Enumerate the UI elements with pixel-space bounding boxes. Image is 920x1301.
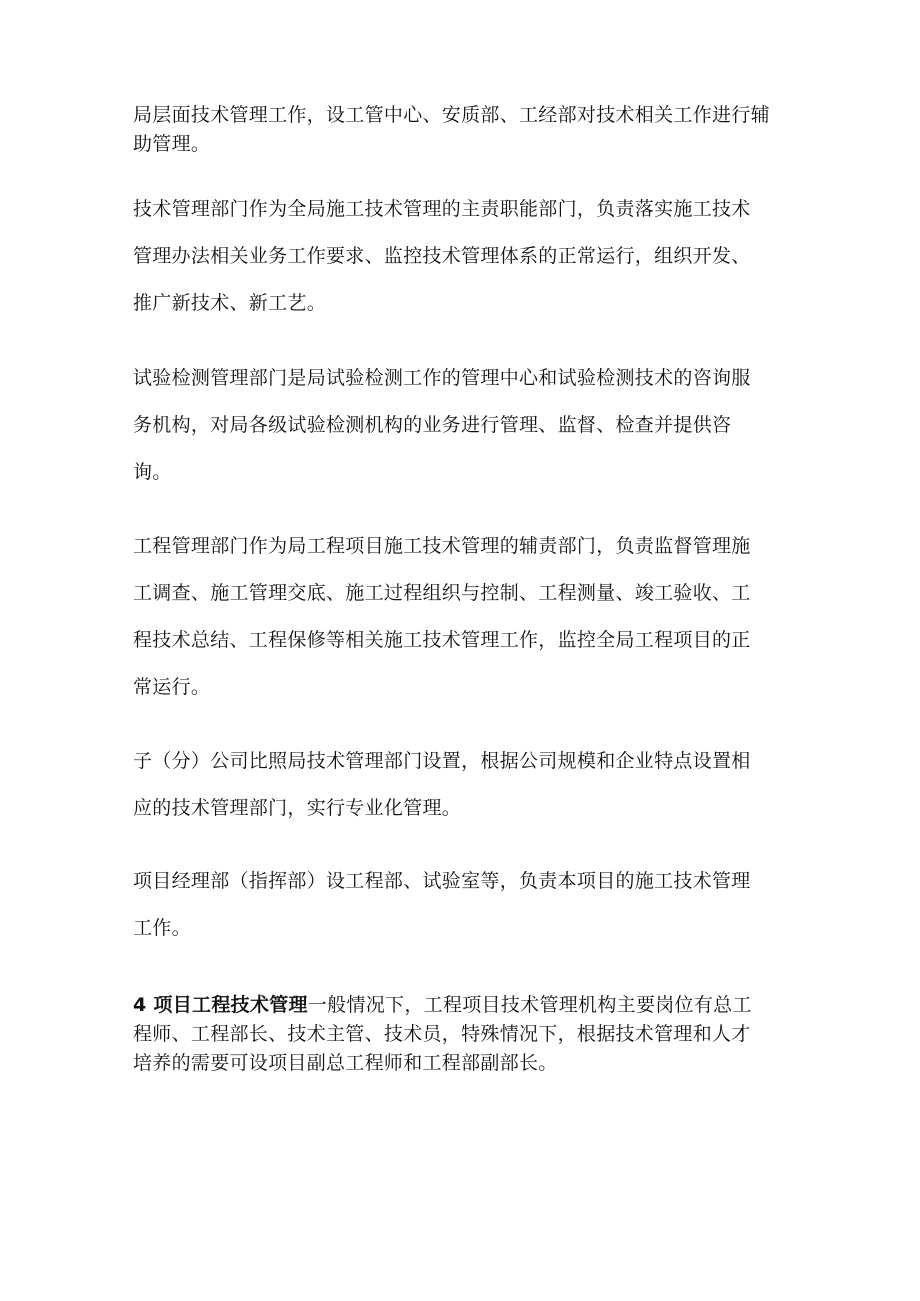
- paragraph-4-line-4: 常运行。: [133, 676, 211, 698]
- paragraph-1-line-1: 局层面技术管理工作，设工管中心、安质部、工经部对技术相关工作进行辅: [133, 104, 770, 126]
- paragraph-5-line-1: 子（分）公司比照局技术管理部门设置，根据公司规模和企业特点设置相: [133, 750, 751, 772]
- paragraph-6-line-1: 项目经理部（指挥部）设工程部、试验室等，负责本项目的施工技术管理: [133, 870, 751, 892]
- paragraph-4-line-2: 工调查、施工管理交底、施工过程组织与控制、工程测量、竣工验收、工: [133, 582, 751, 604]
- paragraph-7-line-3: 培养的需要可设项目副总工程师和工程部副部长。: [133, 1052, 558, 1074]
- paragraph-1-line-2: 助管理。: [133, 133, 211, 155]
- paragraph-2-line-2: 管理办法相关业务工作要求、监控技术管理体系的正常运行，组织开发、: [133, 245, 751, 267]
- paragraph-2-line-3: 推广新技术、新工艺。: [133, 292, 327, 314]
- paragraph-4-line-1: 工程管理部门作为局工程项目施工技术管理的辅责部门，负责监督管理施: [133, 535, 751, 557]
- paragraph-7-line-1-text: 一般情况下，工程项目技术管理机构主要岗位有总工: [307, 994, 752, 1016]
- paragraph-2-line-1: 技术管理部门作为全局施工技术管理的主责职能部门，负责落实施工技术: [133, 198, 751, 220]
- paragraph-4-line-3: 程技术总结、工程保修等相关施工技术管理工作，监控全局工程项目的正: [133, 629, 751, 651]
- paragraph-3-line-2: 务机构，对局各级试验检测机构的业务进行管理、监督、检查并提供咨: [133, 414, 732, 436]
- paragraph-3-line-1: 试验检测管理部门是局试验检测工作的管理中心和试验检测技术的咨询服: [133, 367, 751, 389]
- paragraph-7-line-1: [133, 992, 752, 1018]
- paragraph-3-line-3: 询。: [133, 461, 172, 483]
- paragraph-5-line-2: 应的技术管理部门，实行专业化管理。: [133, 797, 462, 819]
- section-heading: 4 项目工程技术管理: [133, 994, 308, 1016]
- paragraph-7-line-2: 程师、工程部长、技术主管、技术员，特殊情况下，根据技术管理和人才: [133, 1023, 751, 1045]
- paragraph-6-line-2: 工作。: [133, 917, 191, 939]
